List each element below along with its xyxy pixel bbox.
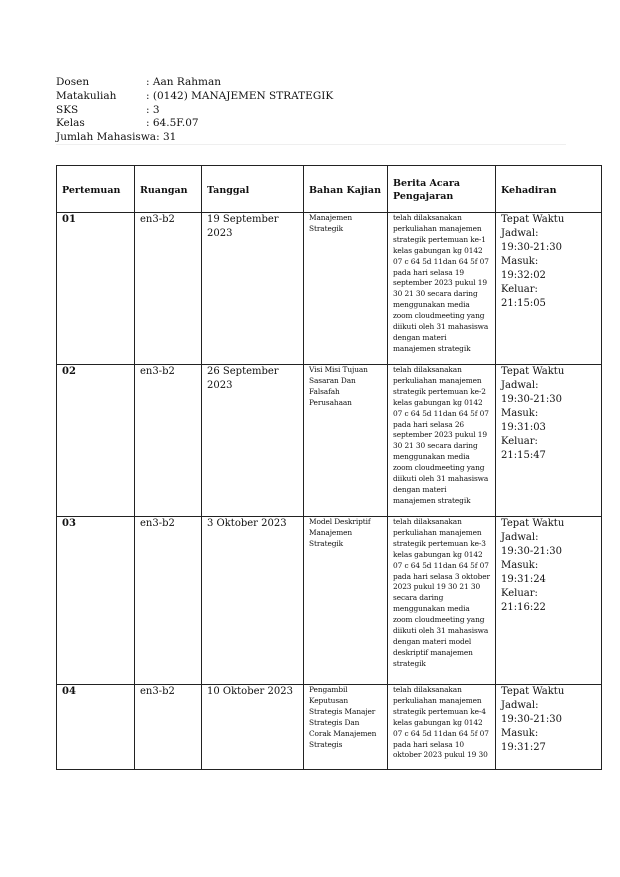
kehadiran-jadwal-label: Jadwal: bbox=[501, 380, 539, 391]
kehadiran-keluar-label: Keluar: bbox=[501, 588, 538, 599]
col-header-tanggal: Tanggal bbox=[202, 166, 304, 213]
info-row-sks bbox=[56, 104, 333, 118]
bahan-kajian-cell: Pengambil Keputusan Strategis Manajer Strategis Dan Corak Manajemen Strategis bbox=[304, 685, 388, 770]
kehadiran-masuk-label: Masuk: bbox=[501, 728, 539, 739]
kehadiran-status: Tepat Waktu bbox=[501, 518, 565, 529]
jumlah-value: : 31 bbox=[156, 131, 177, 144]
bahan-kajian-cell: Model Deskriptif Manajemen Strategik bbox=[304, 517, 388, 685]
col-header-kehadiran: Kehadiran bbox=[496, 166, 602, 213]
kelas-label: Kelas bbox=[56, 117, 85, 130]
divider bbox=[56, 144, 566, 145]
table-row bbox=[57, 213, 602, 365]
kehadiran-keluar-value: 21:16:22 bbox=[501, 602, 546, 613]
col-header-bahan-kajian: Bahan Kajian bbox=[304, 166, 388, 213]
berita-acara-cell: telah dilaksanakan perkuliahan manajemen strategik pertemuan ke-4 kelas gabungan kg 0142 07 c 64 5d 11dan 64 5f 07 pada hari selasa 10 oktober 2023 pukul 19 30 bbox=[388, 685, 496, 770]
kehadiran-masuk-label: Masuk: bbox=[501, 560, 539, 571]
kehadiran-masuk-label: Masuk: bbox=[501, 408, 539, 419]
dosen-value: : Aan Rahman bbox=[146, 76, 221, 88]
pertemuan-cell: 01 bbox=[57, 213, 135, 365]
jumlah-label: Jumlah Mahasiswa bbox=[56, 131, 157, 144]
kehadiran-masuk-value: 19:32:02 bbox=[501, 270, 546, 281]
kehadiran-jadwal-label: Jadwal: bbox=[501, 700, 539, 711]
ruangan-cell: en3-b2 bbox=[135, 213, 202, 365]
pertemuan-cell: 03 bbox=[57, 517, 135, 685]
col-header-pertemuan: Pertemuan bbox=[57, 166, 135, 213]
berita-acara-cell: telah dilaksanakan perkuliahan manajemen strategik pertemuan ke-3 kelas gabungan kg 0142 07 c 64 5d 11dan 64 5f 07 pada hari selasa 3 oktober 2023 pukul 19 30 21 30 secara daring menggunakan media zoom cloudmeeting yang diikuti oleh 31 mahasiswa dengan materi model deskriptif manajemen strategik bbox=[388, 517, 496, 685]
kehadiran-masuk-label: Masuk: bbox=[501, 256, 539, 267]
tanggal-cell: 10 Oktober 2023 bbox=[202, 685, 304, 770]
kehadiran-masuk-value: 19:31:27 bbox=[501, 742, 546, 753]
kehadiran-keluar-label: Keluar: bbox=[501, 284, 538, 295]
kehadiran-keluar-value: 21:15:05 bbox=[501, 298, 546, 309]
kehadiran-cell bbox=[496, 213, 602, 365]
kehadiran-jadwal-value: 19:30-21:30 bbox=[501, 546, 563, 557]
table-header-row bbox=[57, 166, 602, 213]
berita-acara-cell: telah dilaksanakan perkuliahan manajemen strategik pertemuan ke-2 kelas gabungan kg 0142 07 c 64 5d 11dan 64 5f 07 pada hari selasa 26 september 2023 pukul 19 30 21 30 secara daring menggunakan media zoom cloudmeeting yang diikuti oleh 31 mahasiswa dengan materi manajemen strategik bbox=[388, 365, 496, 517]
pertemuan-cell: 02 bbox=[57, 365, 135, 517]
bahan-kajian-cell: Visi Misi Tujuan Sasaran Dan Falsafah Perusahaan bbox=[304, 365, 388, 517]
ruangan-cell: en3-b2 bbox=[135, 365, 202, 517]
table-row bbox=[57, 685, 602, 770]
kehadiran-cell bbox=[496, 365, 602, 517]
matakuliah-label: Matakuliah bbox=[56, 89, 117, 102]
kehadiran-jadwal-value: 19:30-21:30 bbox=[501, 394, 563, 405]
attendance-table bbox=[56, 165, 602, 770]
kehadiran-status: Tepat Waktu bbox=[501, 366, 565, 377]
col-header-ruangan: Ruangan bbox=[135, 166, 202, 213]
info-row-jumlah bbox=[56, 131, 333, 145]
kehadiran-masuk-value: 19:31:24 bbox=[501, 574, 546, 585]
berita-acara-cell: telah dilaksanakan perkuliahan manajemen strategik pertemuan ke-1 kelas gabungan kg 0142 07 c 64 5d 11dan 64 5f 07 pada hari selasa 19 september 2023 pukul 19 30 21 30 secara daring menggunakan media zoom cloudmeeting yang diikuti oleh 31 mahasiswa dengan materi manajemen strategik bbox=[388, 213, 496, 365]
tanggal-cell: 3 Oktober 2023 bbox=[202, 517, 304, 685]
tanggal-cell: 26 September 2023 bbox=[202, 365, 304, 517]
kehadiran-keluar-label: Keluar: bbox=[501, 436, 538, 447]
matakuliah-value: : (0142) MANAJEMEN STRATEGIK bbox=[146, 89, 334, 102]
ruangan-cell: en3-b2 bbox=[135, 517, 202, 685]
kehadiran-cell bbox=[496, 517, 602, 685]
info-row-matakuliah bbox=[56, 90, 333, 104]
kehadiran-masuk-value: 19:31:03 bbox=[501, 422, 546, 433]
sks-value: : 3 bbox=[146, 103, 160, 116]
table-row bbox=[57, 517, 602, 685]
kehadiran-jadwal-label: Jadwal: bbox=[501, 532, 539, 543]
kehadiran-jadwal-value: 19:30-21:30 bbox=[501, 242, 563, 253]
sks-label: SKS bbox=[56, 103, 79, 116]
course-info bbox=[56, 76, 333, 145]
info-row-dosen bbox=[56, 76, 333, 90]
kehadiran-jadwal-value: 19:30-21:30 bbox=[501, 714, 563, 725]
table-row bbox=[57, 365, 602, 517]
kelas-value: : 64.5F.07 bbox=[146, 117, 199, 130]
kehadiran-jadwal-label: Jadwal: bbox=[501, 228, 539, 239]
kehadiran-status: Tepat Waktu bbox=[501, 686, 565, 697]
kehadiran-keluar-value: 21:15:47 bbox=[501, 450, 546, 461]
bahan-kajian-cell: Manajemen Strategik bbox=[304, 213, 388, 365]
tanggal-cell: 19 September 2023 bbox=[202, 213, 304, 365]
dosen-label: Dosen bbox=[56, 76, 90, 88]
info-row-kelas bbox=[56, 117, 333, 131]
ruangan-cell: en3-b2 bbox=[135, 685, 202, 770]
pertemuan-cell: 04 bbox=[57, 685, 135, 770]
kehadiran-status: Tepat Waktu bbox=[501, 214, 565, 225]
col-header-berita-acara: Berita Acara Pengajaran bbox=[388, 166, 496, 213]
kehadiran-cell bbox=[496, 685, 602, 770]
